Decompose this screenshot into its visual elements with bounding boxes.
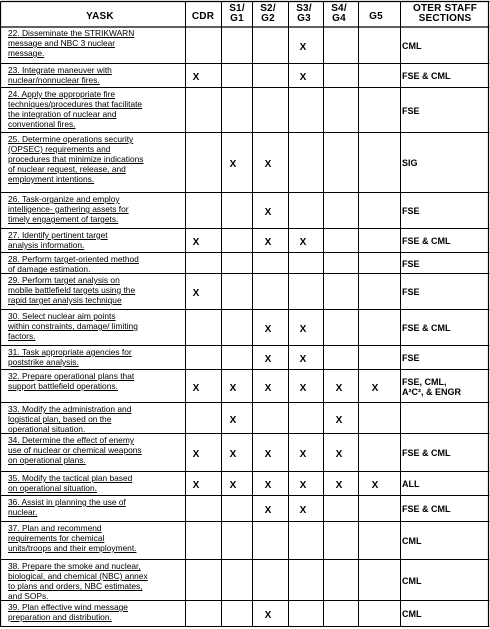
responsibility-mark: X: [335, 383, 343, 394]
responsibility-mark: X: [229, 480, 237, 491]
responsibility-mark: X: [192, 237, 200, 248]
task-text: 24. Apply the appropriate fire techniques/procedures that facilitate the integration of nuclear and conventional fires.: [8, 89, 143, 129]
header-s2-line2: G2: [261, 13, 275, 24]
responsibility-mark: X: [264, 207, 272, 218]
responsibility-mark: X: [264, 324, 272, 335]
responsibility-mark: X: [264, 383, 272, 394]
responsibility-mark: X: [335, 480, 343, 491]
staff-section: FSE & CML: [402, 236, 451, 246]
responsibility-mark: X: [192, 449, 200, 460]
header-s1-line1: S1/: [229, 3, 245, 14]
header-task: YASK: [86, 11, 114, 22]
task-text: 33. Modify the administration and logistical plan, based on the operational situation.: [8, 404, 132, 433]
task-text: 38. Prepare the smoke and nuclear, biological, and chemical (NBC) annex to plans and orders, NBC estimates, and SOPs.: [8, 561, 148, 600]
responsibility-mark: X: [229, 159, 237, 170]
responsibility-mark: X: [264, 354, 272, 365]
responsibility-mark: X: [299, 480, 307, 491]
staff-section: FSE: [402, 353, 420, 363]
staff-section: FSE: [402, 259, 420, 269]
task-text: 36. Assist in planning the use of nuclear.: [8, 497, 126, 517]
staff-section: CML: [402, 536, 422, 546]
staff-section: ALL: [402, 479, 420, 489]
task-text: 26. Task-organize and employ intelligence- gathering assets for timely engagement of targets.: [8, 194, 129, 224]
staff-section: CML: [402, 41, 422, 51]
responsibility-mark: X: [192, 383, 200, 394]
staff-section: FSE & CML: [402, 448, 451, 458]
responsibility-mark: X: [371, 383, 379, 394]
header-s4-line2: G4: [332, 13, 346, 24]
task-text: 30. Select nuclear aim points within constraints, damage/ limiting factors.: [8, 311, 138, 341]
header-s3-line2: G3: [297, 13, 311, 24]
staff-section: FSE & CML: [402, 504, 451, 514]
task-text: 32. Prepare operational plans that support battlefield operations.: [8, 371, 135, 391]
responsibility-mark: X: [299, 505, 307, 516]
responsibility-mark: X: [229, 415, 237, 426]
responsibility-mark: X: [264, 159, 272, 170]
staff-section: FSE & CML: [402, 71, 451, 81]
responsibility-mark: X: [264, 505, 272, 516]
staff-section: CML: [402, 576, 422, 586]
task-text: 23. Integrate maneuver with nuclear/nonnuclear fires.: [8, 65, 112, 85]
task-text: 34. Determine the effect of enemy use of nuclear or chemical weapons on operational plans.: [8, 435, 142, 465]
staff-section: SIG: [402, 158, 418, 168]
header-s1-line2: G1: [230, 13, 244, 24]
header-other-staff: [402, 4, 488, 24]
header-s4: [323, 4, 355, 24]
staff-section: FSE: [402, 206, 420, 216]
responsibility-mark: X: [264, 237, 272, 248]
responsibility-mark: X: [299, 72, 307, 83]
header-g5: G5: [369, 11, 383, 22]
staff-section: FSE: [402, 106, 420, 116]
header-other-line2: SECTIONS: [418, 13, 472, 24]
header-s3-line1: S3/: [296, 3, 312, 14]
responsibility-mark: X: [371, 480, 379, 491]
responsibility-mark: X: [229, 383, 237, 394]
responsibility-mark: X: [264, 480, 272, 491]
header-s4-line1: S4/: [331, 3, 347, 14]
task-text: 22. Disseminate the STRIKWARN message and NBC 3 nuclear message.: [8, 28, 135, 58]
responsibility-mark: X: [264, 449, 272, 460]
responsibility-mark: X: [229, 449, 237, 460]
header-s2-line1: S2/: [260, 3, 276, 14]
task-text: 31. Task appropriate agencies for poststrike analysis.: [8, 347, 132, 367]
task-text: 25. Determine operations security (OPSEC) requirements and procedures that minimize indications of nuclear request, release, and employment intentions.: [8, 134, 144, 184]
task-text: 37. Plan and recommend requirements for chemical units/troops and their employment.: [8, 523, 137, 553]
responsibility-mark: X: [335, 449, 343, 460]
task-text: 29. Perform target analysis on mobile battlefield targets using the rapid target analysis technique: [8, 275, 136, 305]
responsibility-mark: X: [335, 415, 343, 426]
header-s3: [288, 4, 320, 24]
staff-section: CML: [402, 609, 422, 619]
header-cdr: CDR: [191, 11, 215, 22]
responsibility-mark: X: [264, 610, 272, 621]
responsibility-mark: X: [299, 42, 307, 53]
responsibility-mark: X: [299, 324, 307, 335]
task-text: 35. Modify the tactical plan based on operational situation.: [8, 473, 133, 493]
task-text: 39. Plan effective wind message preparation and distribution.: [8, 602, 128, 622]
responsibility-mark: X: [192, 288, 200, 299]
responsibility-mark: X: [192, 480, 200, 491]
responsibility-mark: X: [192, 72, 200, 83]
responsibility-mark: X: [299, 383, 307, 394]
responsibility-mark: X: [299, 237, 307, 248]
staff-section: FSE: [402, 287, 420, 297]
header-s1: [221, 4, 253, 24]
staff-section: FSE & CML: [402, 323, 451, 333]
task-text: 28. Perform target-oriented method of damage estimation.: [8, 254, 139, 273]
staff-section: FSE, CML, A²C², & ENGR: [402, 377, 461, 397]
responsibility-mark: X: [299, 354, 307, 365]
responsibility-mark: X: [299, 449, 307, 460]
header-s2: [252, 4, 284, 24]
task-text: 27. Identify pertinent target analysis information.: [8, 230, 108, 250]
header-other-line1: OTER STAFF: [412, 3, 478, 14]
